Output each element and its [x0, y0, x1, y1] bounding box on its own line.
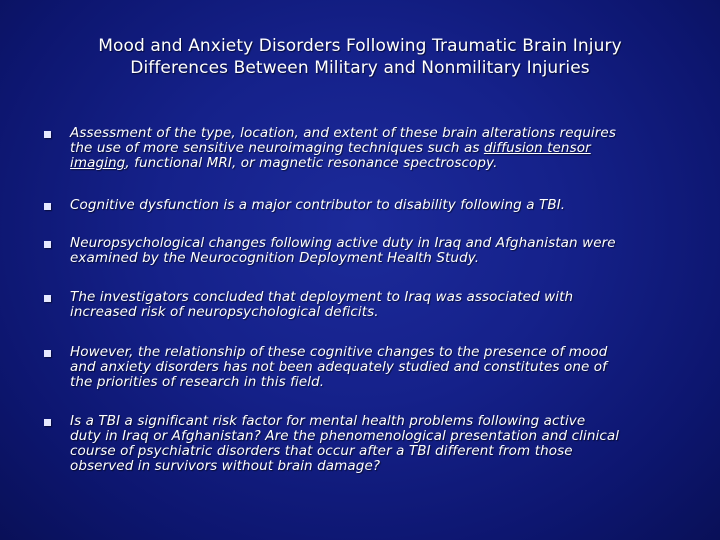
square-bullet-icon	[44, 203, 51, 210]
bullet-line: and anxiety disorders has not been adequately studied and constitutes one of	[70, 359, 607, 375]
square-bullet-icon	[44, 131, 51, 138]
bullet-text	[70, 198, 680, 213]
bullet-line	[70, 156, 680, 171]
bullet-text	[70, 126, 680, 171]
bullet-line: duty in Iraq or Afghanistan? Are the phenomenological presentation and clinical	[70, 428, 620, 444]
bullet-line-text: , functional MRI, or magnetic resonance spectroscopy.	[125, 155, 498, 171]
bullet-line: the priorities of research in this field.	[70, 374, 325, 390]
bullet-text	[70, 290, 680, 320]
slide-title	[20, 35, 700, 79]
bullet-text	[70, 414, 680, 474]
bullet-line: Neuropsychological changes following active duty in Iraq and Afghanistan were	[70, 235, 616, 251]
bullet-text	[70, 236, 680, 266]
square-bullet-icon	[44, 419, 51, 426]
bullet-line: Cognitive dysfunction is a major contributor to disability following a TBI.	[70, 197, 566, 213]
square-bullet-icon	[44, 295, 51, 302]
bullet-line: Is a TBI a significant risk factor for mental health problems following active	[70, 413, 586, 429]
bullet-line: Assessment of the type, location, and extent of these brain alterations requires	[70, 125, 616, 141]
square-bullet-icon	[44, 241, 51, 248]
bullet-line	[70, 141, 680, 156]
bullet-line: However, the relationship of these cognitive changes to the presence of mood	[70, 344, 608, 360]
bullet-line-text: the use of more sensitive neuroimaging techniques such as	[70, 140, 480, 156]
underlined-term: imaging	[70, 155, 126, 171]
bullet-line: The investigators concluded that deployment to Iraq was associated with	[70, 289, 574, 305]
bullet-line: examined by the Neurocognition Deployment Health Study.	[70, 250, 480, 266]
bullet-line: course of psychiatric disorders that occur after a TBI different from those	[70, 443, 573, 459]
title-line-1: Mood and Anxiety Disorders Following Traumatic Brain Injury	[98, 36, 622, 56]
underlined-term: diffusion tensor	[483, 140, 591, 156]
bullet-line: observed in survivors without brain damage?	[70, 458, 381, 474]
bullet-line: increased risk of neuropsychological deficits.	[70, 304, 379, 320]
title-line-2: Differences Between Military and Nonmilitary Injuries	[130, 58, 590, 78]
bullet-text	[70, 345, 680, 390]
square-bullet-icon	[44, 350, 51, 357]
